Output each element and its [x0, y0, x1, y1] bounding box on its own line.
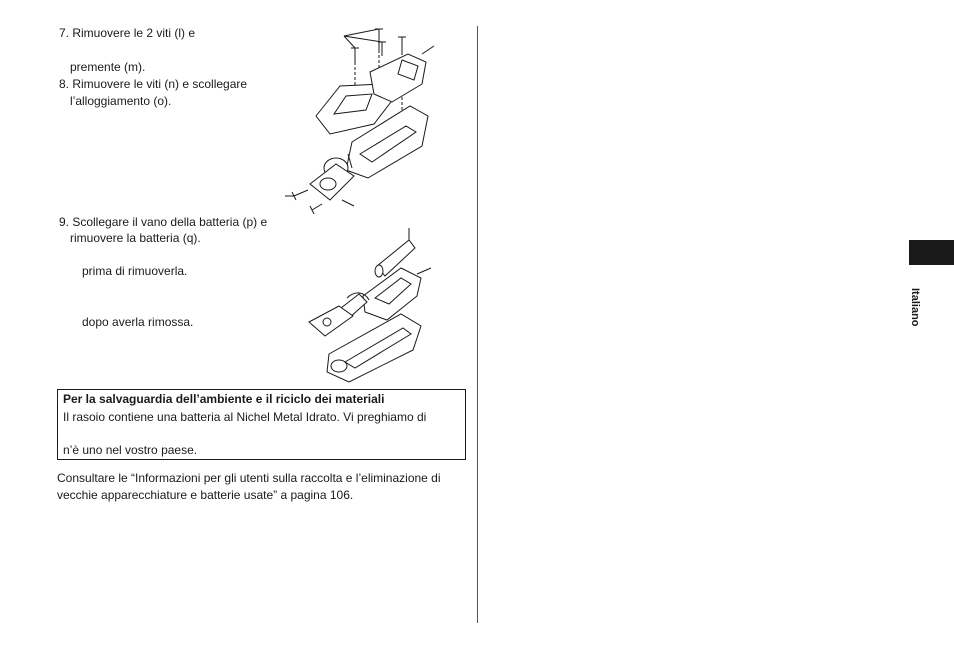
consult-line-1: Consultare le “Informazioni per gli utenti sulla raccolta e l’eliminazione di	[57, 471, 441, 485]
column-divider	[477, 26, 478, 623]
battery-removal-figure	[305, 226, 440, 382]
environment-notice-title: Per la salvaguardia dell’ambiente e il riciclo dei materiali	[63, 392, 385, 406]
consult-line-2: vecchie apparecchiature e batterie usate” a pagina 106.	[57, 488, 354, 502]
step-9-line-3: prima di rimuoverla.	[82, 264, 188, 278]
environment-notice-line-2: n’è uno nel vostro paese.	[63, 443, 198, 457]
step-9-line-4: dopo averla rimossa.	[82, 315, 194, 329]
step-8-line-1: 8. Rimuovere le viti (n) e scollegare	[59, 77, 248, 91]
step-9-line-1: 9. Scollegare il vano della batteria (p) e	[59, 215, 268, 229]
step-7-line-1: 7. Rimuovere le 2 viti (l) e	[59, 26, 196, 40]
environment-notice-line-1: Il rasoio contiene una batteria al Nichel Metal Idrato. Vi preghiamo di	[63, 410, 427, 424]
disassembly-figure-screws	[282, 24, 442, 216]
step-9-line-2: rimuovere la batteria (q).	[70, 231, 201, 245]
language-tab-label: Italiano	[909, 288, 921, 327]
language-tab-marker	[909, 240, 954, 265]
step-8-line-2: l’alloggiamento (o).	[70, 94, 172, 108]
step-7-line-2: premente (m).	[70, 60, 146, 74]
